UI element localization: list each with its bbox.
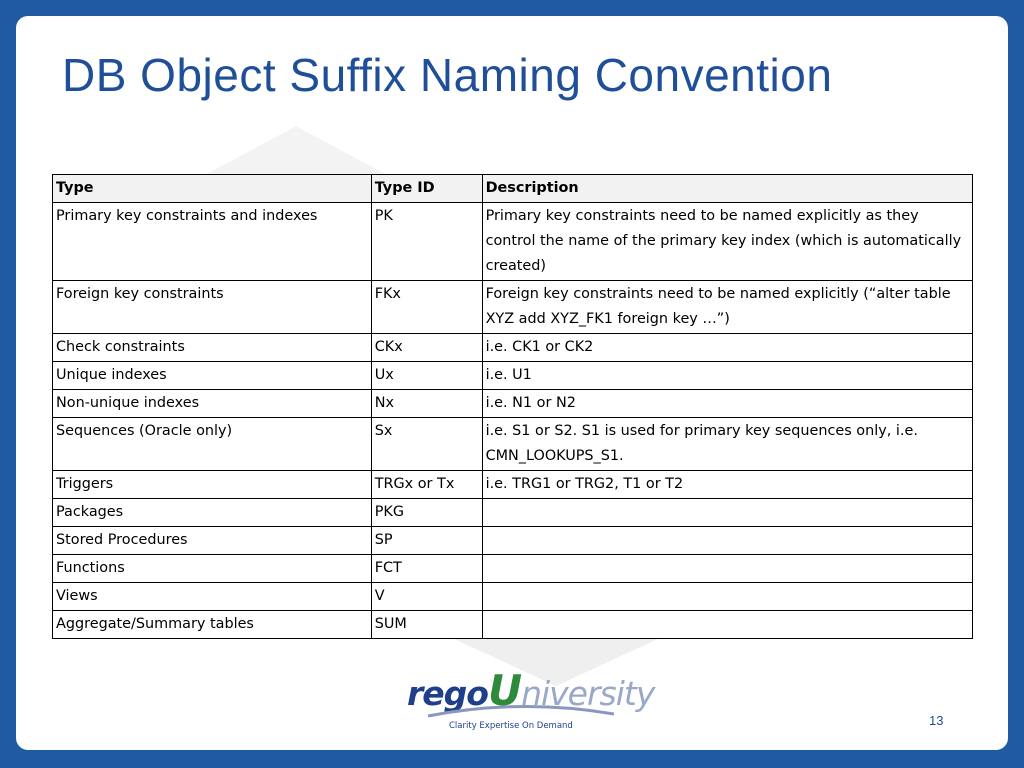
cell-description: i.e. TRG1 or TRG2, T1 or T2 [482,471,972,499]
cell-description: i.e. CK1 or CK2 [482,334,972,362]
cell-type-id: PK [371,203,482,281]
cell-description [482,527,972,555]
cell-description: i.e. U1 [482,362,972,390]
table-row [53,281,973,334]
cell-type-id: Sx [371,418,482,471]
logo-tagline: Clarity Expertise On Demand [449,721,573,731]
table-row [53,611,973,639]
table-row [53,583,973,611]
cell-description [482,611,972,639]
logo-niversity: niversity [521,674,655,713]
cell-description: Foreign key constraints need to be named explicitly (“alter table XYZ add XYZ_FK1 foreign key …”) [482,281,972,334]
header-description: Description [482,175,972,203]
cell-description: i.e. N1 or N2 [482,390,972,418]
cell-type-id: Nx [371,390,482,418]
cell-description [482,499,972,527]
table-row [53,555,973,583]
cell-type: Packages [53,499,372,527]
table-row [53,527,973,555]
logo-rego: rego [407,674,488,713]
slide-title: DB Object Suffix Naming Convention [62,49,833,101]
cell-description: Primary key constraints need to be named explicitly as they control the name of the primary key index (which is automatically created) [482,203,972,281]
cell-type-id: TRGx or Tx [371,471,482,499]
cell-type-id: Ux [371,362,482,390]
naming-convention-table [52,174,973,639]
cell-type: Sequences (Oracle only) [53,418,372,471]
cell-type: Check constraints [53,334,372,362]
cell-type: Primary key constraints and indexes [53,203,372,281]
cell-type-id: PKG [371,499,482,527]
table-row [53,471,973,499]
table-row [53,203,973,281]
page-number: 13 [929,713,944,728]
cell-type: Stored Procedures [53,527,372,555]
slide [16,16,1008,750]
cell-type: Non-unique indexes [53,390,372,418]
cell-description [482,583,972,611]
cell-type-id: SP [371,527,482,555]
table-row [53,418,973,471]
header-type: Type [53,175,372,203]
cell-type: Foreign key constraints [53,281,372,334]
cell-type: Views [53,583,372,611]
cell-description: i.e. S1 or S2. S1 is used for primary key sequences only, i.e. CMN_LOOKUPS_S1. [482,418,972,471]
cell-type: Triggers [53,471,372,499]
cell-description [482,555,972,583]
cell-type-id: SUM [371,611,482,639]
cell-type: Unique indexes [53,362,372,390]
table-row [53,362,973,390]
cell-type-id: FCT [371,555,482,583]
cell-type-id: FKx [371,281,482,334]
cell-type: Functions [53,555,372,583]
table-header-row [53,175,973,203]
table-row [53,390,973,418]
logo-swoosh-icon [426,704,616,718]
rego-university-logo [401,666,655,736]
cell-type: Aggregate/Summary tables [53,611,372,639]
cell-type-id: V [371,583,482,611]
table-row [53,499,973,527]
logo-u: U [487,666,522,715]
table-row [53,334,973,362]
cell-type-id: CKx [371,334,482,362]
header-type-id: Type ID [371,175,482,203]
